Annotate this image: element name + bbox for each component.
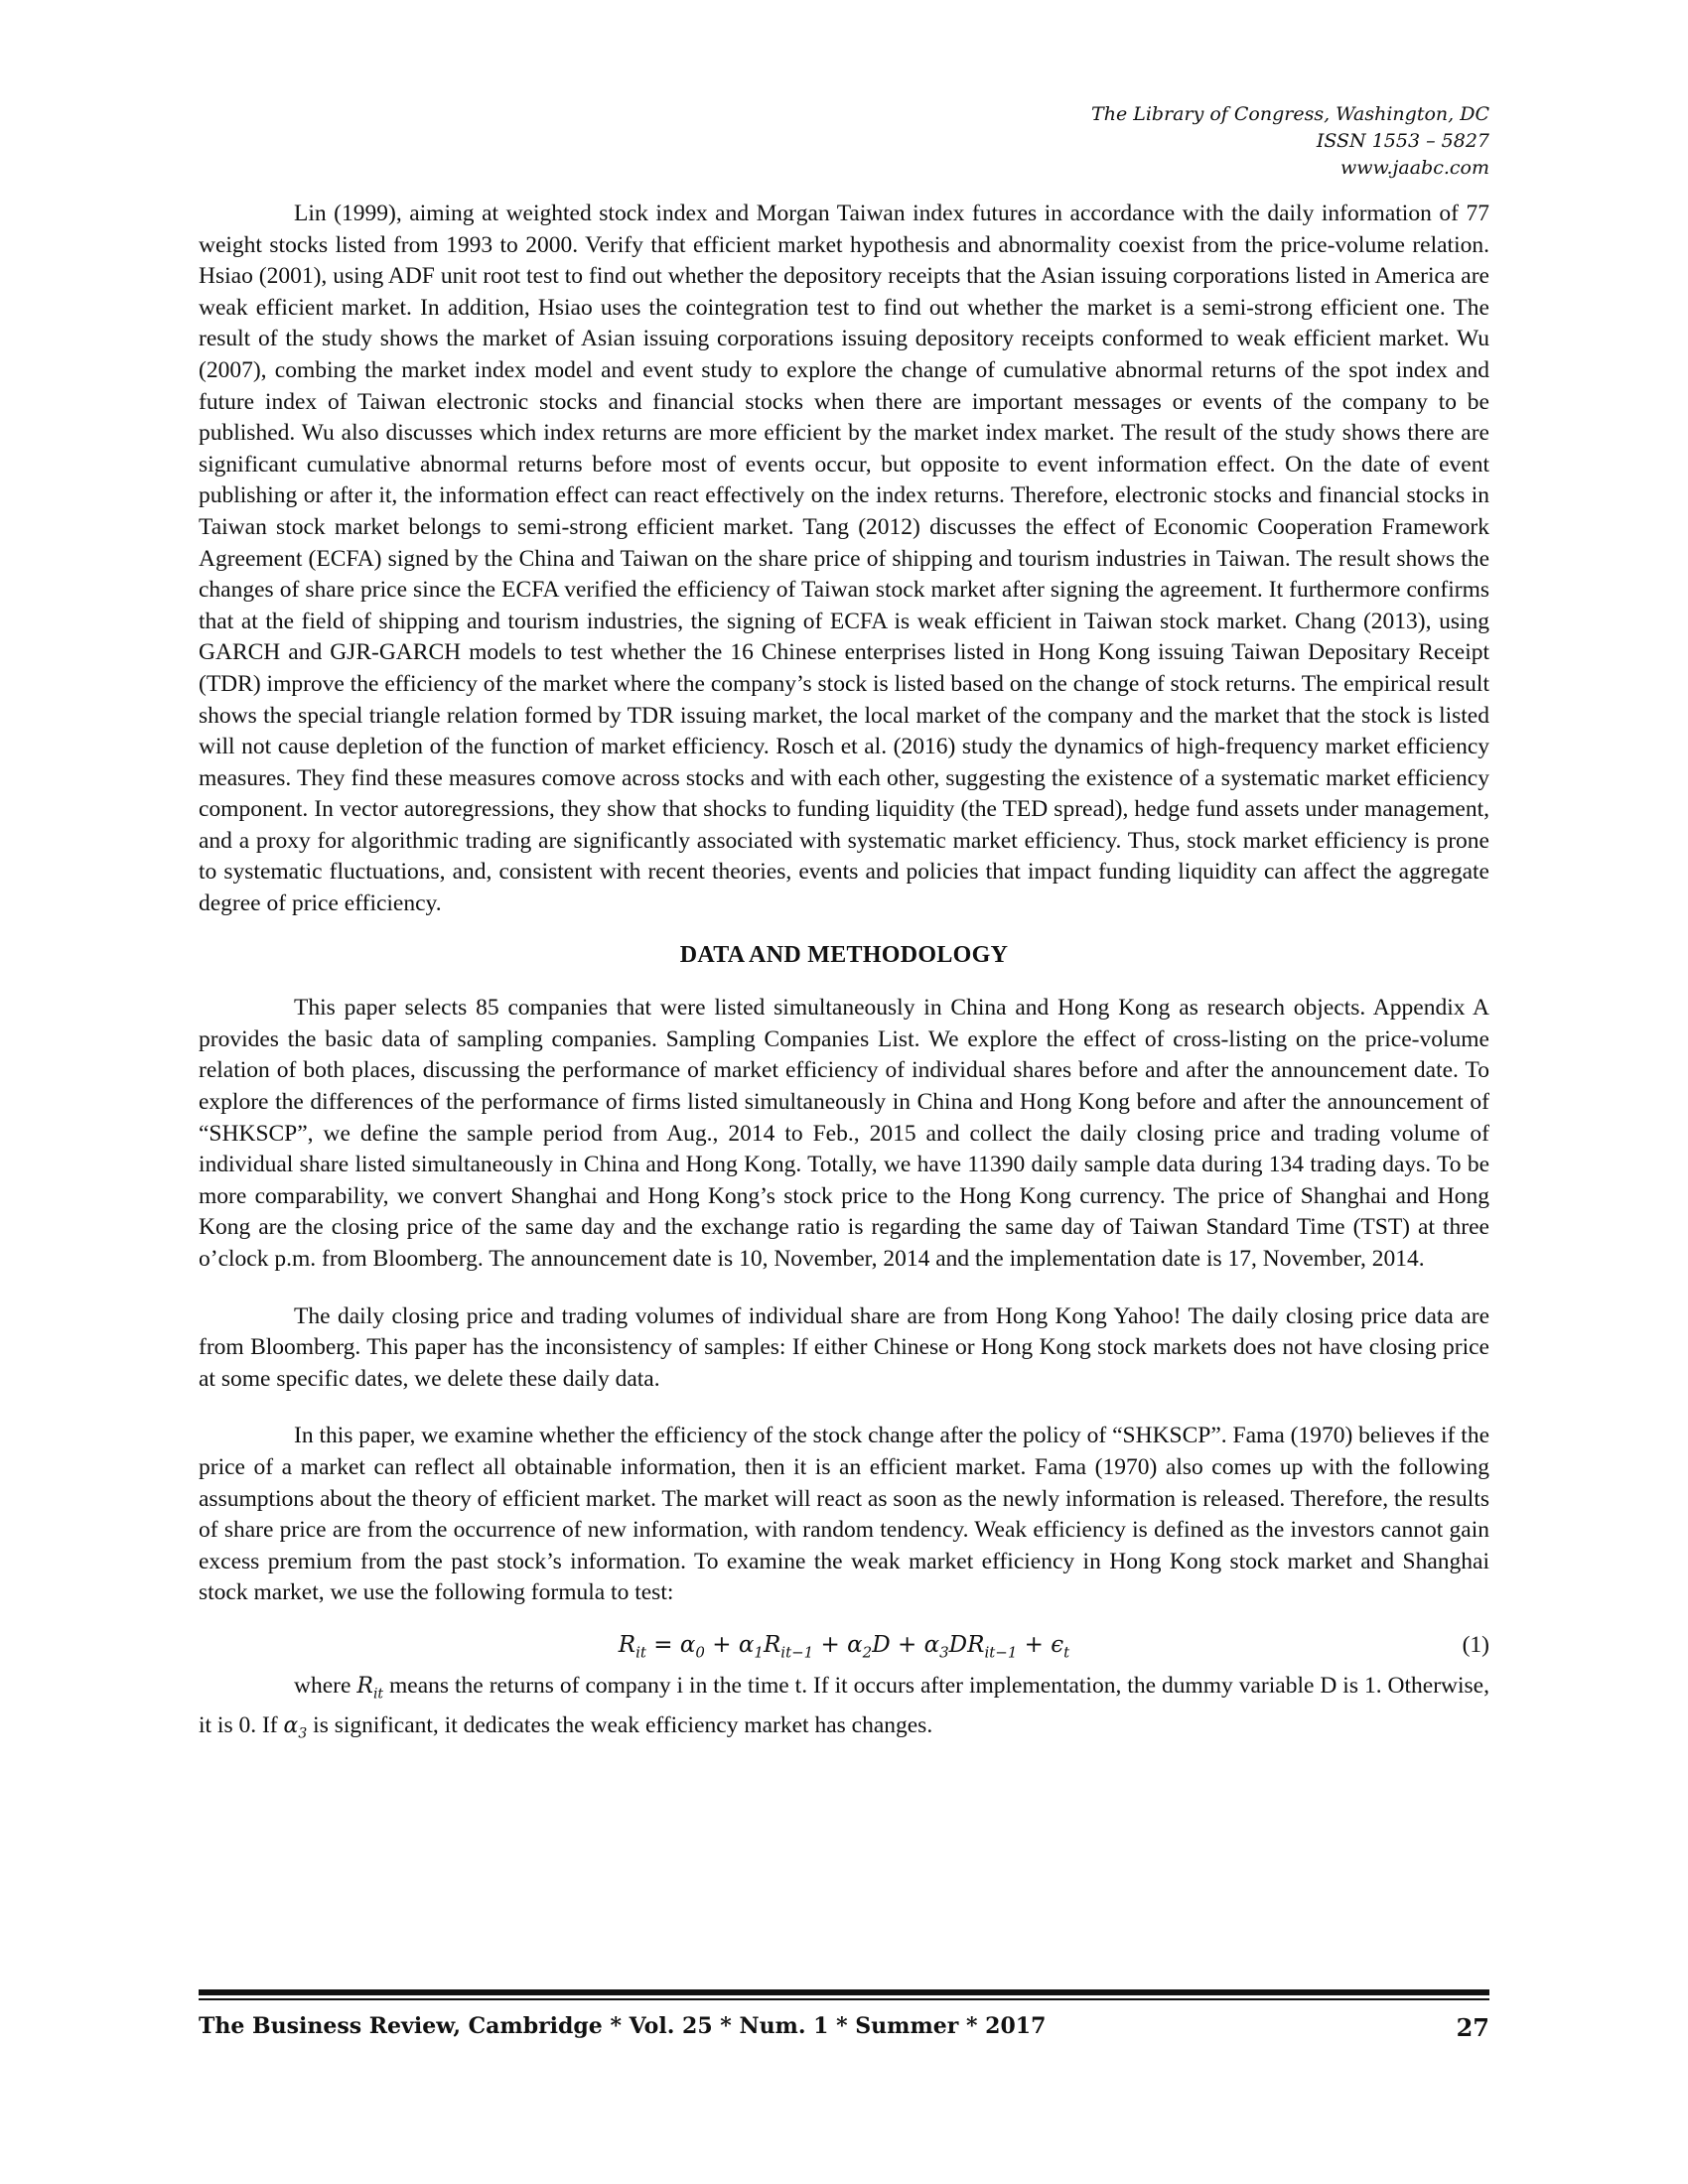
paragraph-variable-definitions: where $R_{it}$ means the returns of company i in the time t. If it occurs after implementation, the dummy variable D is 1. Otherwise, it is 0. If $\alpha_3$ is significant, it dedicates the weak efficiency market has changes.: [199, 1672, 1489, 1742]
header-library: The Library of Congress, Washington, DC: [1091, 103, 1489, 125]
paragraph-data: This paper selects 85 companies that were listed simultaneously in China and Hong Kong as research objects. Appendix A provides the basic data of sampling companies. Sampling Companies List. We explore the effect of cross-listing on the price-volume relation of both places, discussing the performance of market efficiency of individual shares before and after the announcement date. To explore the differences of the performance of firms listed simultaneously in China and Hong Kong before and after the announcement of “SHKSCP”, we define the sample period from Aug., 2014 to Feb., 2015 and collect the daily closing price and trading volume of individual share listed simultaneously in China and Hong Kong. Totally, we have 11390 daily sample data during 134 trading days. To be more comparability, we convert Shanghai and Hong Kong’s stock price to the Hong Kong currency. The price of Shanghai and Hong Kong are the closing price of the same day and the exchange ratio is regarding the same day of Taiwan Standard Time (TST) at three o’clock p.m. from Bloomberg. The announcement date is 10, November, 2014 and the implementation date is 17, November, 2014.: [199, 995, 1489, 1272]
paragraph-data-sources: The daily closing price and trading volumes of individual share are from Hong Kong Yahoo! The daily closing price data are from Bloomberg. This paper has the inconsistency of samples: If either Chinese or Hong Kong stock markets does not have closing price at some specific dates, we delete these daily data.: [199, 1302, 1489, 1392]
footer-rule-thin: [199, 1998, 1489, 2000]
running-header: [1091, 101, 1489, 182]
footer-rule-thick: [199, 1989, 1489, 1995]
body-text: [199, 199, 1489, 1750]
section-heading: DATA AND METHODOLOGY: [679, 941, 1009, 968]
paragraph-methodology: In this paper, we examine whether the efficiency of the stock change after the policy of “SHKSCP”. Fama (1970) believes if the price of a market can reflect all obtainable information, then it is an efficient market. Fama (1970) also comes up with the following assumptions about the theory of efficient market. The market will react as soon as the newly information is released. Therefore, the results of share price are from the occurrence of new information, with random tendency. Weak efficiency is defined as the investors cannot gain excess premium from the past stock’s information. To examine the weak market efficiency in Hong Kong stock market and Shanghai stock market, we use the following formula to test:: [199, 1423, 1489, 1606]
header-issn: ISSN 1553 – 5827: [1316, 130, 1489, 152]
equation-number: (1): [1462, 1631, 1489, 1658]
paragraph-literature-review: Lin (1999), aiming at weighted stock index and Morgan Taiwan index futures in accordance with the daily information of 77 weight stocks listed from 1993 to 2000. Verify that efficient market hypothesis and abnormality coexist from the price-volume relation. Hsiao (2001), using ADF unit root test to find out whether the depository receipts that the Asian issuing corporations listed in America are weak efficient market. In addition, Hsiao uses the cointegration test to find out whether the market is a semi-strong efficient one. The result of the study shows the market of Asian issuing corporations issuing depository receipts conformed to weak efficient market. Wu (2007), combing the market index model and event study to explore the change of cumulative abnormal returns of the spot index and future index of Taiwan electronic stocks and financial stocks when there are important messages or events of the company to be published. Wu also discusses which index returns are more efficient by the market index market. The result of the study shows there are significant cumulative abnormal returns before most of events occur, but opposite to event information effect. On the date of event publishing or after it, the information effect can react effectively on the index returns. Therefore, electronic stocks and financial stocks in Taiwan stock market belongs to semi-strong efficient market. Tang (2012) discusses the effect of Economic Cooperation Framework Agreement (ECFA) signed by the China and Taiwan on the share price of shipping and tourism industries in Taiwan. The result shows the changes of share price since the ECFA verified the efficiency of Taiwan stock market after signing the agreement. It furthermore confirms that at the field of shipping and tourism industries, the signing of ECFA is weak efficient in Taiwan stock market. Chang (2013), using GARCH and GJR-GARCH models to test whether the 16 Chinese enterprises listed in Hong Kong issuing Taiwan Depositary Receipt (TDR) improve the efficiency of the market where the company’s stock is listed based on the change of stock returns. The empirical result shows the special triangle relation formed by TDR issuing market, the local market of the company and the market that the stock is listed will not cause depletion of the function of market efficiency. Rosch et al. (2016) study the dynamics of high-frequency market efficiency measures. They find these measures comove across stocks and with each other, suggesting the existence of a systematic market efficiency component. In vector autoregressions, they show that shocks to funding liquidity (the TED spread), hedge fund assets under management, and a proxy for algorithmic trading are significantly associated with systematic market efficiency. Thus, stock market efficiency is prone to systematic fluctuations, and, consistent with recent theories, events and policies that impact funding liquidity can affect the aggregate degree of price efficiency.: [199, 201, 1489, 917]
math-r-it: $R_{it}$: [356, 1673, 384, 1703]
footer-journal: The Business Review, Cambridge * Vol. 25 * Num. 1 * Summer * 2017: [199, 2013, 1047, 2039]
equation-row: [199, 1623, 1489, 1667]
header-website[interactable]: www.jaabc.com: [1339, 157, 1489, 179]
math-alpha-3: $\alpha_3$: [283, 1712, 308, 1742]
equation-1: $R_{it} = \alpha_0 + \alpha_1R_{it-1} + \alpha_2D + \alpha_3DR_{it-1} + \epsilon_t$: [618, 1631, 1070, 1662]
page-number: 27: [1456, 2013, 1489, 2042]
